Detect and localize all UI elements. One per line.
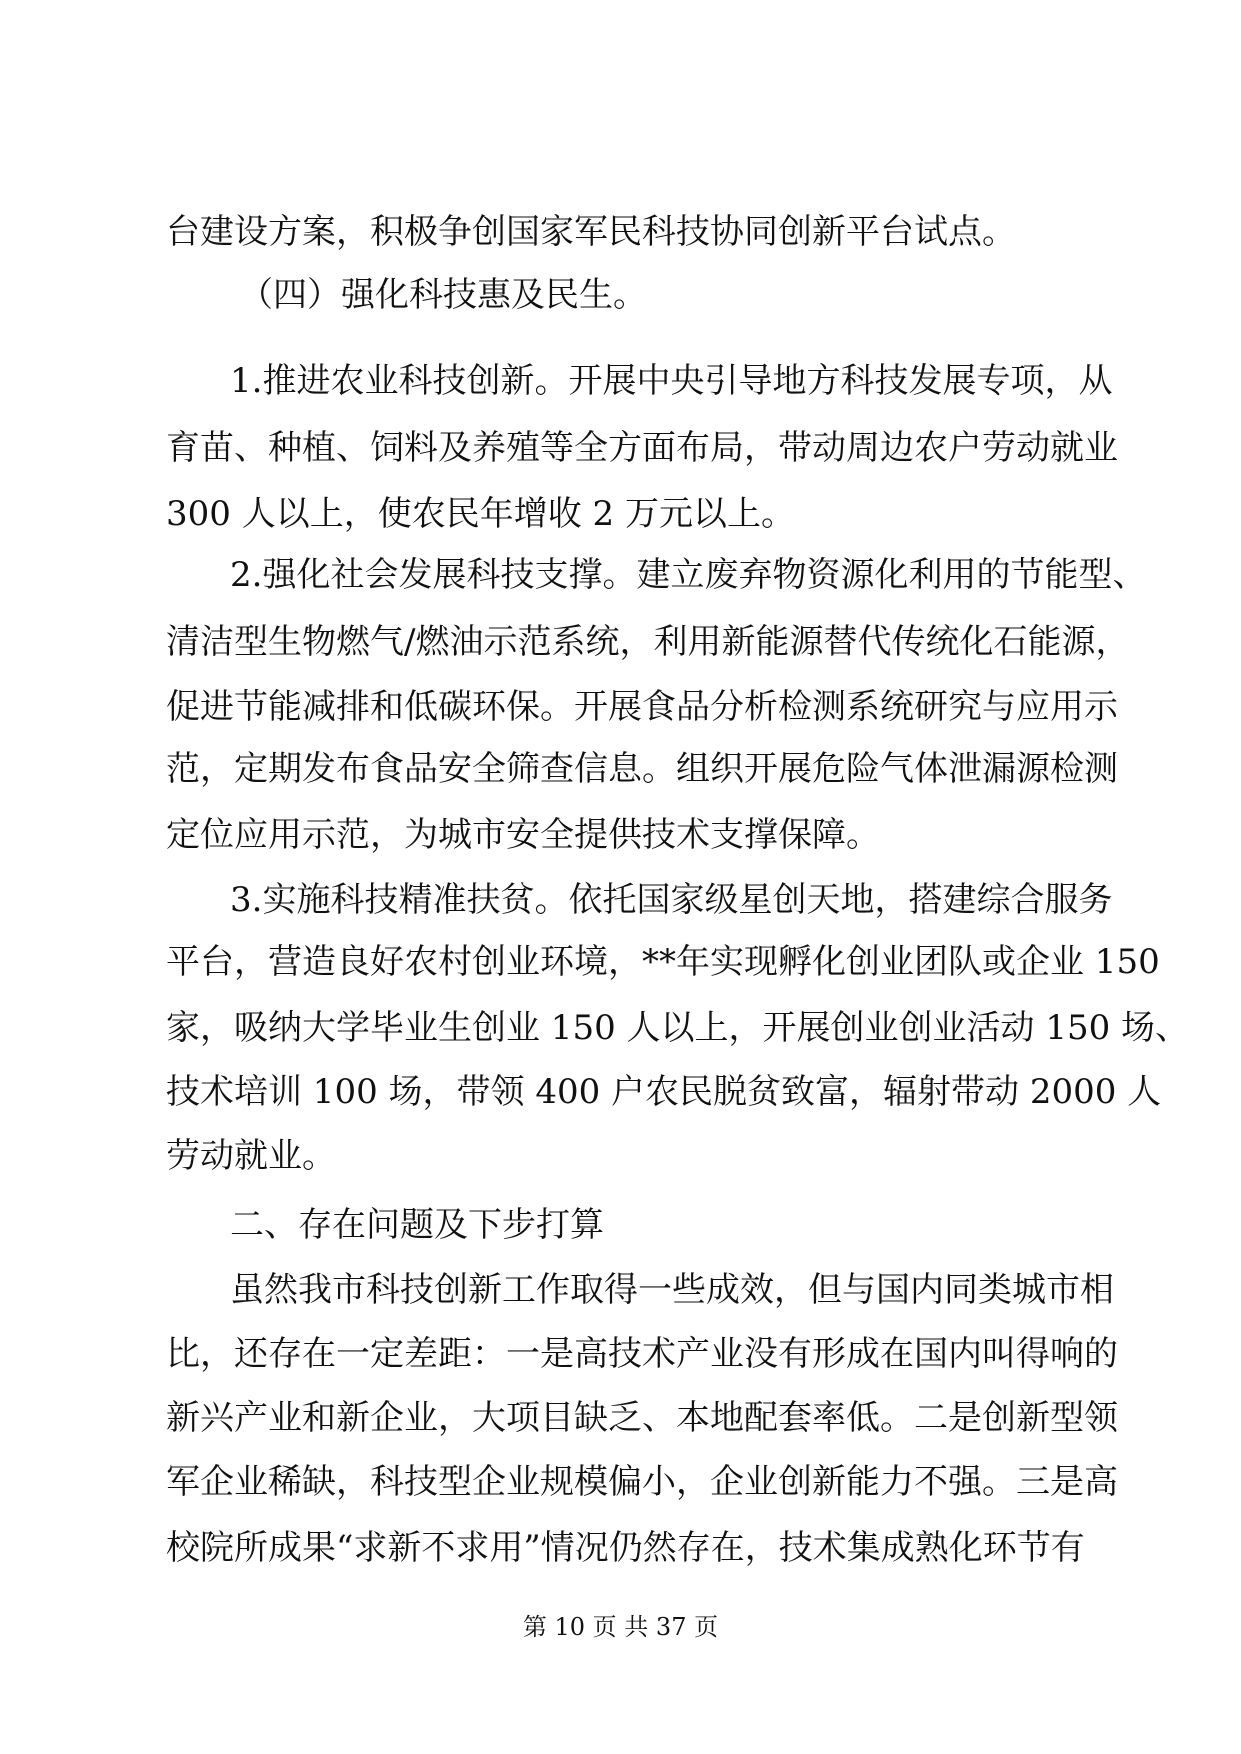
text-line-1: 台建设方案，积极争创国家军民科技协同创新平台试点。 [166, 212, 1016, 252]
text-line-17: 虽然我市科技创新工作取得一些成效，但与国内同类城市相 [230, 1270, 1114, 1310]
text-line-12: 平台，营造良好农村创业环境，**年实现孵化创业团队或企业 150 [166, 942, 1160, 982]
text-line-4: 育苗、种植、饲料及养殖等全方面布局，带动周边农户劳动就业 [166, 428, 1118, 468]
text-line-20: 军企业稀缺，科技型企业规模偏小，企业创新能力不强。三是高 [166, 1462, 1118, 1502]
text-line-14: 技术培训 100 场，带领 400 户农民脱贫致富，辐射带动 2000 人 [166, 1072, 1162, 1112]
text-line-21: 校院所成果“求新不求用”情况仍然存在，技术集成熟化环节有 [166, 1528, 1085, 1568]
text-line-19: 新兴产业和新企业，大项目缺乏、本地配套率低。二是创新型领 [166, 1398, 1118, 1438]
page-footer: 第 10 页 共 37 页 [522, 1613, 719, 1641]
section-heading-2: 二、存在问题及下步打算 [230, 1205, 604, 1245]
text-line-9: 范，定期发布食品安全筛查信息。组织开展危险气体泄漏源检测 [166, 749, 1118, 789]
text-line-15: 劳动就业。 [166, 1136, 336, 1176]
text-line-8: 促进节能减排和低碳环保。开展食品分析检测系统研究与应用示 [166, 687, 1118, 727]
text-line-18: 比，还存在一定差距：一是高技术产业没有形成在国内叫得响的 [166, 1334, 1118, 1374]
text-line-10: 定位应用示范，为城市安全提供技术支撑保障。 [166, 815, 880, 855]
text-line-3: 1.推进农业科技创新。开展中央引导地方科技发展专项，从 [230, 361, 1113, 401]
text-line-7: 清洁型生物燃气/燃油示范系统，利用新能源替代传统化石能源， [166, 622, 1130, 662]
text-line-13: 家，吸纳大学毕业生创业 150 人以上，开展创业创业活动 150 场、 [166, 1008, 1190, 1048]
text-line-6: 2.强化社会发展科技支撑。建立废弃物资源化利用的节能型、 [230, 555, 1147, 595]
text-line-11: 3.实施科技精准扶贫。依托国家级星创天地，搭建综合服务 [230, 880, 1113, 920]
text-line-5: 300 人以上，使农民年增收 2 万元以上。 [166, 494, 795, 534]
section-heading-4: （四）强化科技惠及民生。 [239, 275, 647, 315]
